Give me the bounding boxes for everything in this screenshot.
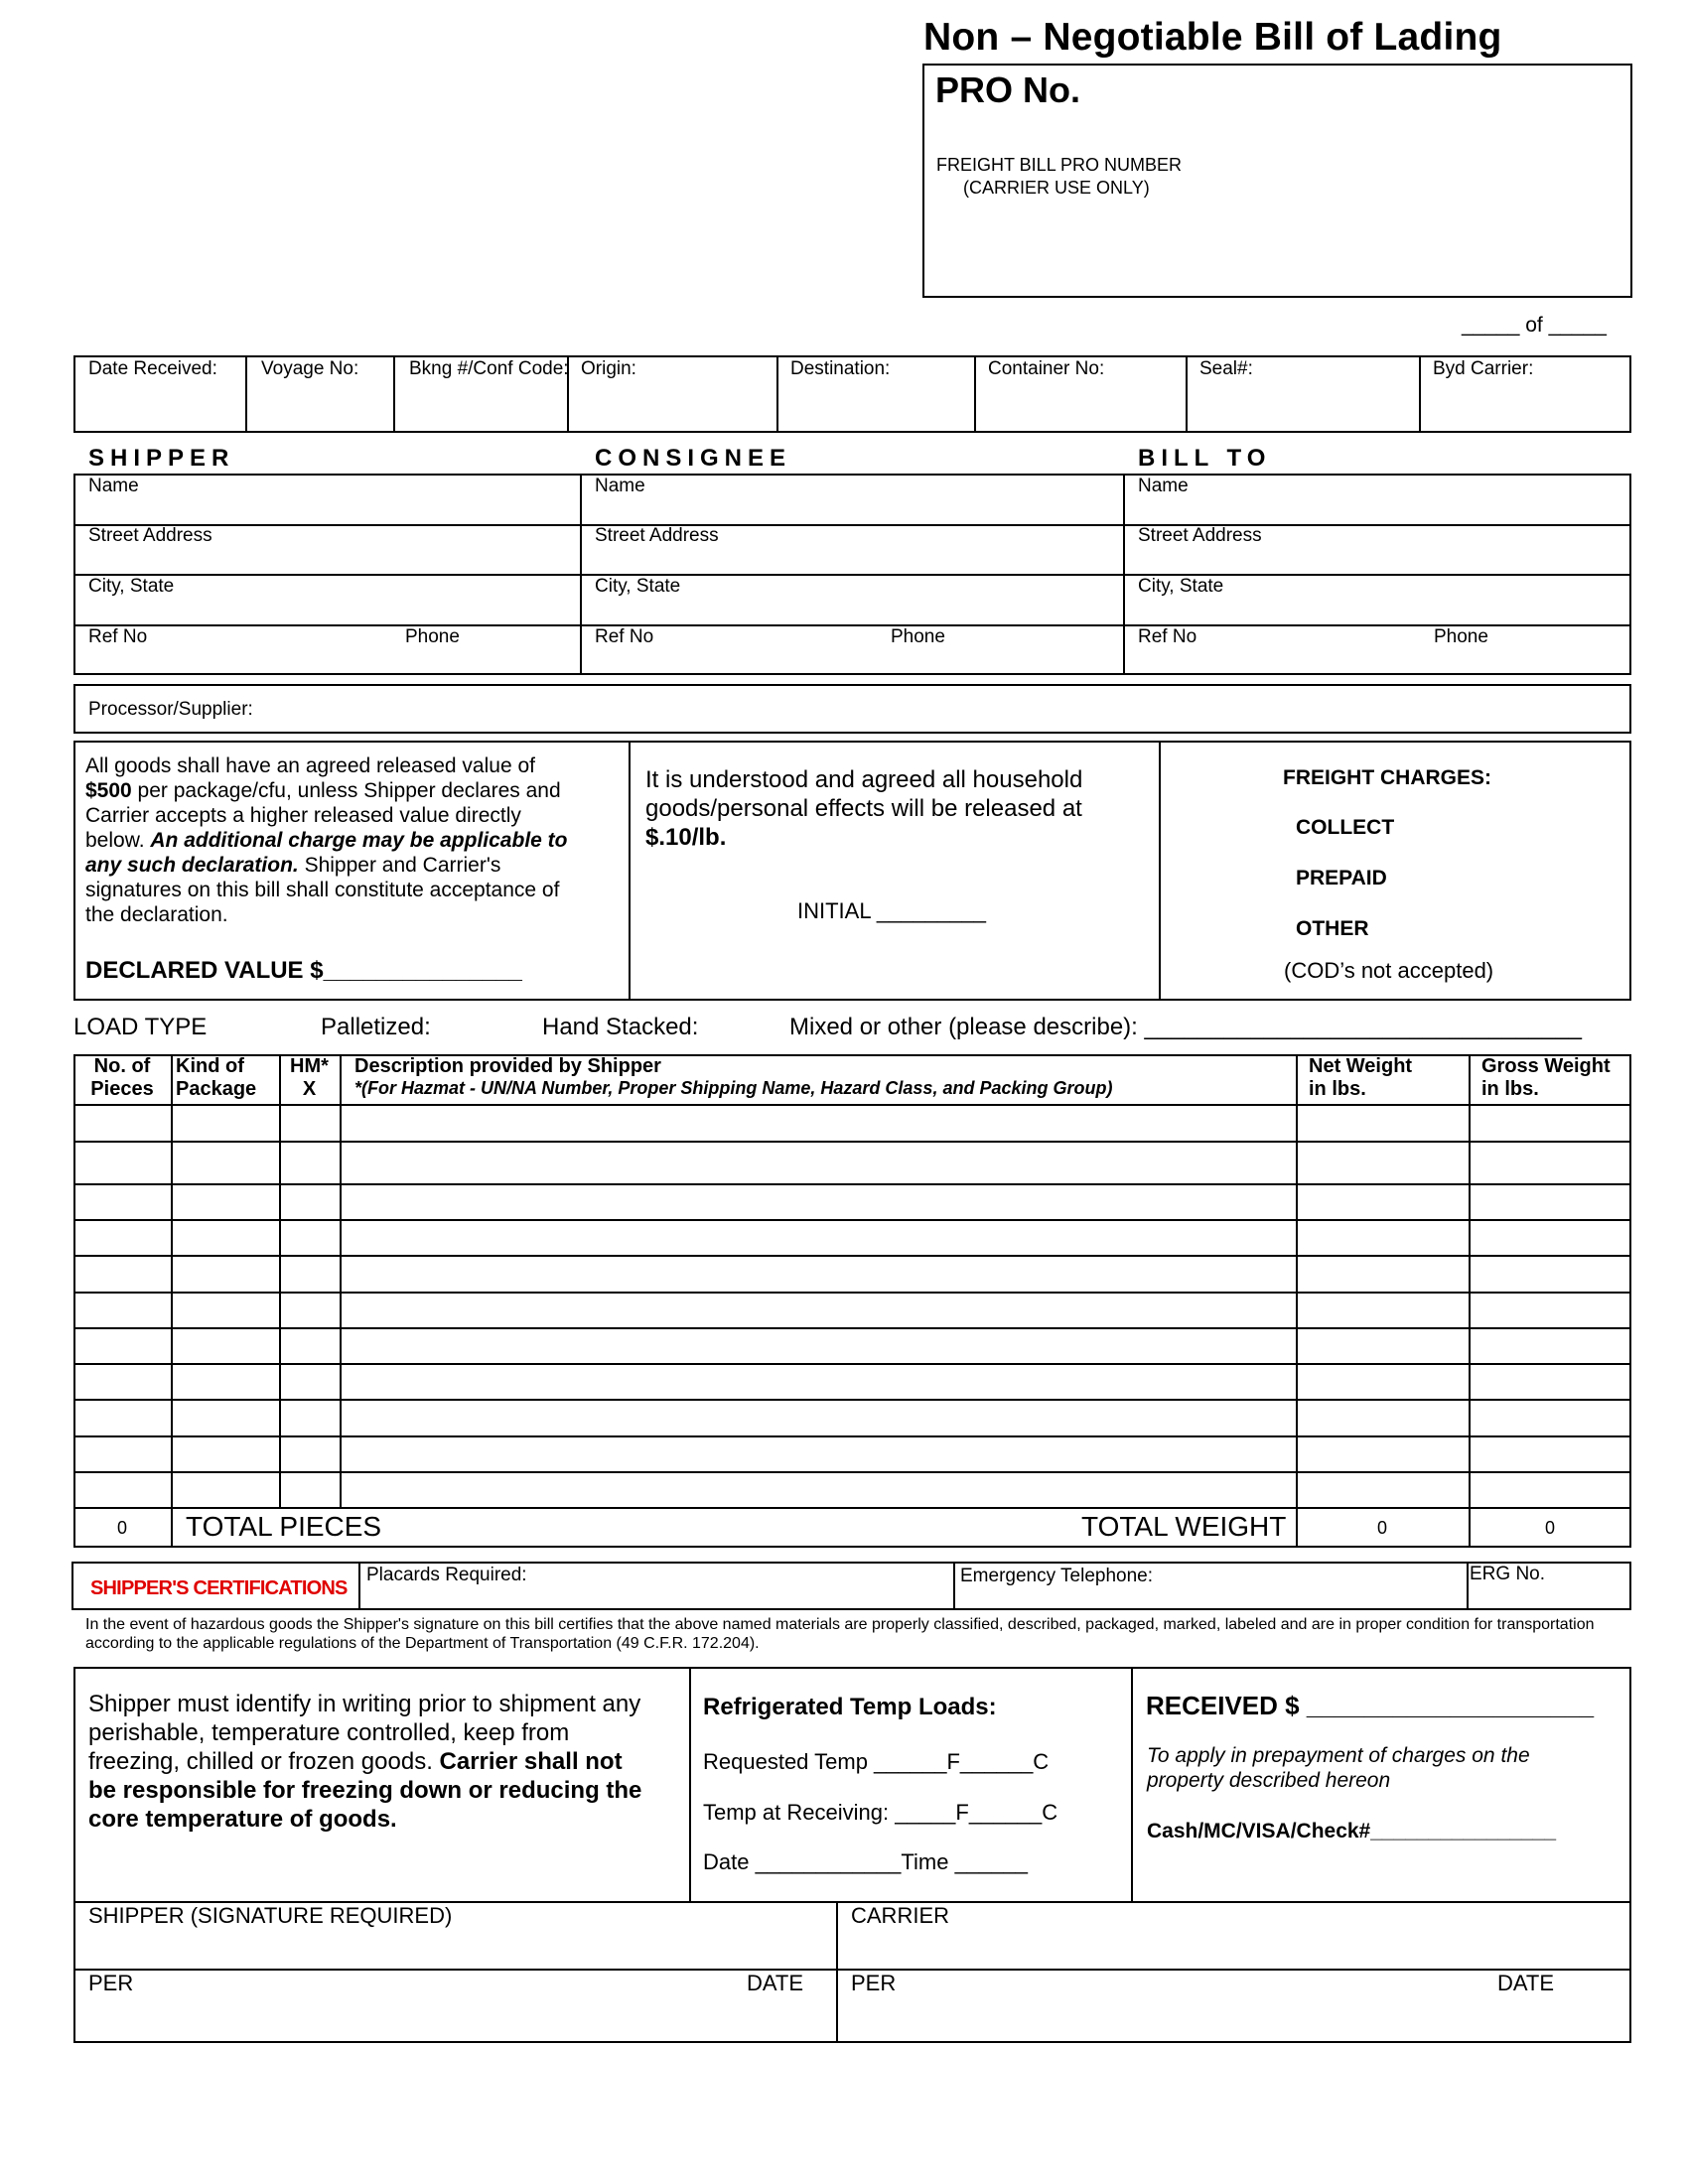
- shipper-signature-field[interactable]: SHIPPER (SIGNATURE REQUIRED): [88, 1903, 453, 1928]
- divider: [358, 1562, 360, 1610]
- carrier-date-field[interactable]: DATE: [1497, 1971, 1555, 1995]
- document-title: Non – Negotiable Bill of Lading: [923, 16, 1502, 59]
- mixed-other-field[interactable]: Mixed or other (please describe): _________________________________: [789, 1014, 1582, 1040]
- shipper-per-field[interactable]: PER: [88, 1971, 134, 1995]
- divider: [73, 574, 1631, 576]
- divider: [279, 1054, 281, 1507]
- pro-number-subtitle: FREIGHT BILL PRO NUMBER: [936, 155, 1183, 175]
- hand-stacked-option[interactable]: Hand Stacked:: [542, 1014, 699, 1040]
- declaration-text: All goods shall have an agreed released value of $500 per package/cfu, unless Shipper declares and Carrier accepts a higher released value directly below. An additional charge may be applicable to any such declaration. Shipper and Carrier's signatures on this bill shall constitute acceptance of the declaration.: [85, 754, 568, 926]
- divider: [73, 1141, 1631, 1143]
- col-header-gross-weight: Gross Weight in lbs.: [1481, 1055, 1611, 1100]
- divider: [171, 1054, 173, 1548]
- col-header-net-weight: Net Weight in lbs.: [1309, 1055, 1413, 1100]
- divider: [73, 1507, 1631, 1509]
- divider: [73, 1219, 1631, 1221]
- total-net-weight-value: 0: [1376, 1518, 1387, 1538]
- other-option[interactable]: OTHER: [1296, 917, 1369, 940]
- load-type-label: LOAD TYPE: [73, 1014, 208, 1040]
- voyage-no-field[interactable]: Voyage No:: [261, 358, 359, 379]
- divider: [73, 1292, 1631, 1294]
- divider: [73, 1327, 1631, 1329]
- divider: [629, 741, 631, 1001]
- initial-field[interactable]: INITIAL _________: [797, 898, 986, 923]
- pro-number-carrier-note: (CARRIER USE ONLY): [963, 178, 1150, 198]
- date-received-field[interactable]: Date Received:: [88, 358, 217, 379]
- divider: [73, 624, 1631, 626]
- divider: [73, 1183, 1631, 1185]
- consignee-ref-field[interactable]: Ref No: [595, 626, 654, 647]
- bill-to-heading: BILL TO: [1138, 445, 1272, 472]
- shippers-certifications-title: SHIPPER'S CERTIFICATIONS: [90, 1577, 348, 1599]
- byd-carrier-field[interactable]: Byd Carrier:: [1433, 358, 1534, 379]
- divider: [1131, 1667, 1133, 1903]
- divider: [689, 1667, 691, 1903]
- declared-value-field[interactable]: DECLARED VALUE $_______________: [85, 957, 522, 984]
- emergency-telephone-field[interactable]: Emergency Telephone:: [960, 1566, 1153, 1586]
- divider: [974, 355, 976, 433]
- erg-no-field[interactable]: ERG No.: [1470, 1564, 1546, 1584]
- requested-temp-field[interactable]: Requested Temp ______F______C: [703, 1749, 1050, 1774]
- destination-field[interactable]: Destination:: [790, 358, 891, 379]
- placards-required-field[interactable]: Placards Required:: [366, 1565, 527, 1585]
- total-pieces-label: TOTAL PIECES: [186, 1511, 382, 1542]
- divider: [1419, 355, 1421, 433]
- billto-name-field[interactable]: Name: [1138, 476, 1189, 496]
- billto-city-field[interactable]: City, State: [1138, 576, 1224, 597]
- date-time-field[interactable]: Date ____________Time ______: [703, 1849, 1029, 1874]
- pro-number-title: PRO No.: [935, 69, 1081, 110]
- shipper-date-field[interactable]: DATE: [747, 1971, 804, 1995]
- billto-ref-field[interactable]: Ref No: [1138, 626, 1197, 647]
- items-table: [73, 1054, 1631, 1548]
- col-header-kind: Kind of Package: [176, 1055, 257, 1100]
- shipper-street-field[interactable]: Street Address: [88, 525, 212, 546]
- carrier-signature-field[interactable]: CARRIER: [851, 1903, 950, 1928]
- processor-supplier-row: [73, 684, 1631, 734]
- divider: [1159, 741, 1161, 1001]
- divider: [340, 1054, 342, 1507]
- household-text: It is understood and agreed all household goods/personal effects will be released at $.10/lb.: [645, 766, 1083, 851]
- col-header-hazmat-note: *(For Hazmat - UN/NA Number, Proper Shipping Name, Hazard Class, and Packing Group): [354, 1078, 1113, 1098]
- divider: [776, 355, 778, 433]
- cod-note: (COD’s not accepted): [1284, 958, 1494, 983]
- divider: [1469, 1054, 1471, 1548]
- divider: [953, 1562, 955, 1610]
- divider: [73, 1104, 1631, 1106]
- receiving-temp-field[interactable]: Temp at Receiving: _____F______C: [703, 1800, 1058, 1825]
- divider: [73, 1363, 1631, 1365]
- prepaid-option[interactable]: PREPAID: [1296, 867, 1387, 889]
- divider: [73, 1435, 1631, 1437]
- divider: [393, 355, 395, 433]
- hazmat-certification-text: In the event of hazardous goods the Shipper's signature on this bill certifies that the above named materials are properly classified, described, packaged, marked, labeled and are in proper condition for transportation according to the applicable regulations of the Department of Transportation (49 C.F.R. 172.204).: [85, 1616, 1595, 1652]
- consignee-phone-field[interactable]: Phone: [891, 626, 945, 647]
- divider: [73, 1471, 1631, 1473]
- consignee-street-field[interactable]: Street Address: [595, 525, 719, 546]
- shipper-ref-field[interactable]: Ref No: [88, 626, 148, 647]
- refrigerated-title: Refrigerated Temp Loads:: [703, 1694, 997, 1720]
- origin-field[interactable]: Origin:: [581, 358, 636, 379]
- divider: [1467, 1562, 1469, 1610]
- divider: [1186, 355, 1188, 433]
- payment-method-field[interactable]: Cash/MC/VISA/Check#________________: [1147, 1820, 1557, 1843]
- col-header-description: Description provided by Shipper: [354, 1055, 661, 1077]
- perishable-notice: Shipper must identify in writing prior to shipment any perishable, temperature controlled, keep from freezing, chilled or frozen goods. Carrier shall not be responsible for freezing down or reducing the core temperature of goods.: [88, 1691, 642, 1833]
- container-no-field[interactable]: Container No:: [988, 358, 1105, 379]
- shipper-phone-field[interactable]: Phone: [405, 626, 460, 647]
- total-weight-label: TOTAL WEIGHT: [1081, 1511, 1287, 1542]
- shipper-city-field[interactable]: City, State: [88, 576, 175, 597]
- divider: [73, 524, 1631, 526]
- col-header-hazmat: HM* X: [290, 1055, 329, 1100]
- divider: [836, 1901, 838, 2043]
- page-of-field[interactable]: _____ of _____: [1462, 314, 1607, 337]
- collect-option[interactable]: COLLECT: [1296, 816, 1395, 839]
- billto-street-field[interactable]: Street Address: [1138, 525, 1262, 546]
- divider: [1296, 1054, 1298, 1548]
- received-amount-field[interactable]: RECEIVED $ ____________________: [1146, 1691, 1595, 1720]
- total-gross-weight-value: 0: [1544, 1518, 1555, 1538]
- billto-phone-field[interactable]: Phone: [1434, 626, 1488, 647]
- booking-code-field[interactable]: Bkng #/Conf Code:: [409, 358, 569, 379]
- consignee-name-field[interactable]: Name: [595, 476, 645, 496]
- divider: [73, 1399, 1631, 1401]
- processor-supplier-field[interactable]: Processor/Supplier:: [88, 699, 253, 720]
- seal-no-field[interactable]: Seal#:: [1199, 358, 1253, 379]
- col-header-pieces: No. of Pieces: [90, 1055, 154, 1100]
- shipper-heading: SHIPPER: [88, 445, 235, 472]
- freight-charges-title: FREIGHT CHARGES:: [1283, 766, 1491, 789]
- consignee-heading: CONSIGNEE: [595, 445, 792, 472]
- carrier-per-field[interactable]: PER: [851, 1971, 897, 1995]
- divider: [245, 355, 247, 433]
- total-pieces-value: 0: [116, 1518, 127, 1538]
- prepayment-note: To apply in prepayment of charges on the property described hereon: [1147, 1744, 1530, 1792]
- shipper-name-field[interactable]: Name: [88, 476, 139, 496]
- palletized-option[interactable]: Palletized:: [321, 1014, 431, 1040]
- consignee-city-field[interactable]: City, State: [595, 576, 681, 597]
- divider: [73, 1255, 1631, 1257]
